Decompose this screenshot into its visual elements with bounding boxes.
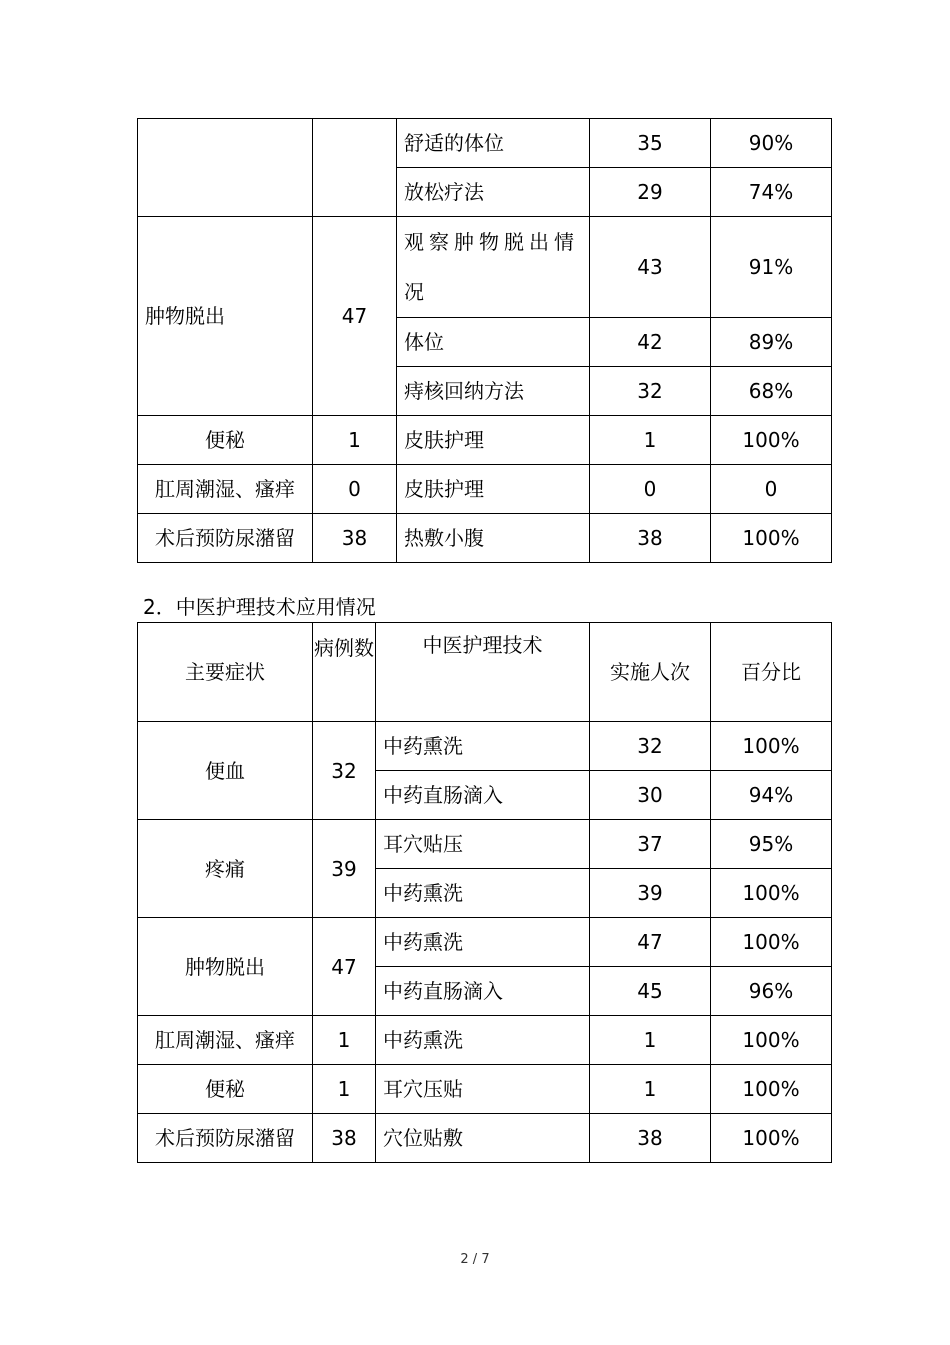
percent-cell: 0 [711, 465, 832, 514]
table-row [138, 1065, 832, 1114]
cases-cell: 47 [313, 918, 376, 1016]
percent-cell: 100% [711, 1065, 832, 1114]
percent-cell: 100% [711, 869, 832, 918]
percent-cell: 95% [711, 820, 832, 869]
measure-cell: 观察肿物脱出情况 [397, 217, 590, 318]
header-cases: 病例数 [313, 623, 376, 722]
cases-cell: 47 [313, 217, 397, 416]
cases-cell: 0 [313, 465, 397, 514]
count-cell: 1 [590, 1065, 711, 1114]
symptom-cell: 便血 [138, 722, 313, 820]
technique-cell: 穴位贴敷 [376, 1114, 590, 1163]
table-header-row [138, 623, 832, 722]
technique-cell: 耳穴压贴 [376, 1065, 590, 1114]
table-row [138, 119, 832, 168]
cases-cell: 1 [313, 1016, 376, 1065]
count-cell: 30 [590, 771, 711, 820]
table-row [138, 1114, 832, 1163]
cases-cell [313, 119, 397, 217]
percent-cell: 100% [711, 416, 832, 465]
count-cell: 32 [590, 367, 711, 416]
technique-cell: 中药熏洗 [376, 918, 590, 967]
table-row [138, 918, 832, 967]
table-row [138, 514, 832, 563]
tcm-techniques-table [137, 622, 832, 1163]
percent-cell: 90% [711, 119, 832, 168]
measure-cell: 痔核回纳方法 [397, 367, 590, 416]
measure-cell: 舒适的体位 [397, 119, 590, 168]
symptom-cell: 便秘 [138, 1065, 313, 1114]
count-cell: 38 [590, 1114, 711, 1163]
measure-cell: 皮肤护理 [397, 416, 590, 465]
table-row [138, 722, 832, 771]
count-cell: 29 [590, 168, 711, 217]
symptom-cell: 疼痛 [138, 820, 313, 918]
cases-cell: 39 [313, 820, 376, 918]
cases-cell: 38 [313, 514, 397, 563]
table-row [138, 1016, 832, 1065]
percent-cell: 100% [711, 1114, 832, 1163]
symptom-cell: 肿物脱出 [138, 217, 313, 416]
symptom-cell: 术后预防尿潴留 [138, 1114, 313, 1163]
technique-cell: 中药熏洗 [376, 1016, 590, 1065]
measure-cell: 皮肤护理 [397, 465, 590, 514]
cases-cell: 1 [313, 1065, 376, 1114]
percent-cell: 89% [711, 318, 832, 367]
count-cell: 35 [590, 119, 711, 168]
percent-cell: 74% [711, 168, 832, 217]
percent-cell: 100% [711, 918, 832, 967]
technique-cell: 中药熏洗 [376, 722, 590, 771]
table-row [138, 465, 832, 514]
symptom-cell: 肿物脱出 [138, 918, 313, 1016]
percent-cell: 100% [711, 514, 832, 563]
count-cell: 1 [590, 416, 711, 465]
header-technique: 中医护理技术 [376, 623, 590, 722]
symptom-cell: 便秘 [138, 416, 313, 465]
percent-cell: 94% [711, 771, 832, 820]
symptom-cell: 肛周潮湿、瘙痒 [138, 465, 313, 514]
table-row [138, 820, 832, 869]
percent-cell: 91% [711, 217, 832, 318]
count-cell: 42 [590, 318, 711, 367]
technique-cell: 中药直肠滴入 [376, 771, 590, 820]
section-heading: 2．中医护理技术应用情况 [143, 595, 376, 619]
percent-cell: 100% [711, 1016, 832, 1065]
count-cell: 47 [590, 918, 711, 967]
technique-cell: 中药熏洗 [376, 869, 590, 918]
table-row [138, 416, 832, 465]
count-cell: 32 [590, 722, 711, 771]
measure-cell: 热敷小腹 [397, 514, 590, 563]
cases-cell: 32 [313, 722, 376, 820]
page-number: 2 / 7 [460, 1252, 490, 1267]
technique-cell: 耳穴贴压 [376, 820, 590, 869]
nursing-measures-table [137, 118, 832, 563]
header-percent: 百分比 [711, 623, 832, 722]
measure-cell: 体位 [397, 318, 590, 367]
count-cell: 37 [590, 820, 711, 869]
percent-cell: 96% [711, 967, 832, 1016]
table-row [138, 217, 832, 318]
measure-cell: 放松疗法 [397, 168, 590, 217]
header-symptom: 主要症状 [138, 623, 313, 722]
symptom-cell: 肛周潮湿、瘙痒 [138, 1016, 313, 1065]
count-cell: 39 [590, 869, 711, 918]
count-cell: 0 [590, 465, 711, 514]
cases-cell: 1 [313, 416, 397, 465]
symptom-cell: 术后预防尿潴留 [138, 514, 313, 563]
count-cell: 38 [590, 514, 711, 563]
technique-cell: 中药直肠滴入 [376, 967, 590, 1016]
percent-cell: 100% [711, 722, 832, 771]
count-cell: 45 [590, 967, 711, 1016]
symptom-cell [138, 119, 313, 217]
count-cell: 1 [590, 1016, 711, 1065]
cases-cell: 38 [313, 1114, 376, 1163]
count-cell: 43 [590, 217, 711, 318]
percent-cell: 68% [711, 367, 832, 416]
header-count: 实施人次 [590, 623, 711, 722]
